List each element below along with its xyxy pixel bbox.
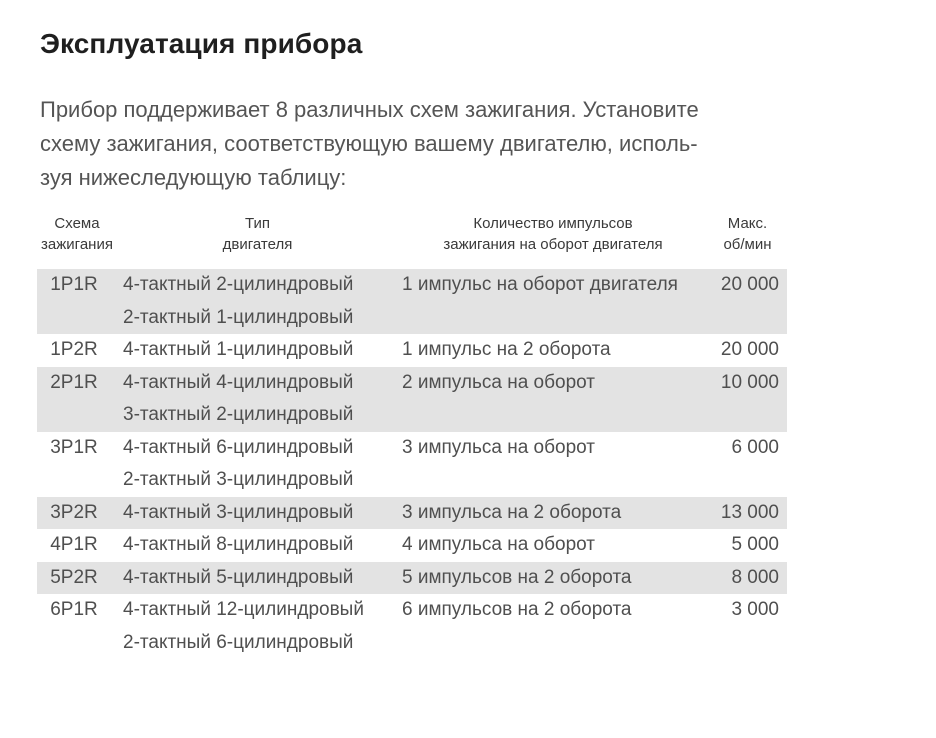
- cell-engine-type: [117, 562, 398, 595]
- engine-type-line: 2-тактный 1-цилиндровый: [123, 306, 354, 328]
- cell-max-rpm: 3 000: [731, 599, 779, 620]
- cell-engine-type: [117, 529, 398, 562]
- cell-scheme: 1P1R: [37, 269, 117, 334]
- engine-type-line: 4-тактный 2-цилиндровый: [123, 274, 354, 295]
- table-row: [37, 562, 787, 595]
- cell-pulses: 6 импульсов на 2 оборота: [402, 599, 632, 620]
- table-row: [37, 334, 787, 367]
- cell-scheme: 3P2R: [37, 497, 117, 530]
- cell-engine-type: [117, 497, 398, 530]
- engine-type-line: 4-тактный 3-цилиндровый: [123, 501, 354, 523]
- cell-pulses: 5 импульсов на 2 оборота: [398, 562, 708, 595]
- engine-type-line: 4-тактный 1-цилиндровый: [123, 339, 354, 360]
- engine-type-line: 2-тактный 6-цилиндровый: [123, 631, 354, 653]
- table-row: [37, 529, 787, 562]
- cell-pulses: 4 импульса на оборот: [402, 534, 595, 555]
- cell-max-rpm: 20 000: [720, 339, 779, 360]
- table-row: [37, 594, 787, 659]
- intro-line: схему зажигания, соответствующую вашему двигателю, исполь-: [40, 131, 698, 156]
- cell-max-rpm: 6 000: [731, 436, 779, 458]
- table-header-row: [37, 211, 787, 269]
- table-body: [37, 269, 787, 659]
- intro-paragraph: [40, 93, 800, 195]
- cell-max-rpm: 20 000: [708, 269, 787, 334]
- cell-max-rpm: 13 000: [708, 497, 787, 530]
- cell-engine-type: [117, 432, 398, 497]
- cell-engine-type: [117, 594, 398, 659]
- engine-type-line: 4-тактный 6-цилиндровый: [123, 436, 354, 458]
- cell-engine-type: [117, 367, 398, 432]
- cell-scheme: 4P1R: [50, 534, 98, 555]
- cell-pulses: 2 импульса на оборот: [398, 367, 708, 432]
- engine-type-line: 4-тактный 4-цилиндровый: [123, 371, 354, 393]
- cell-engine-type: [117, 334, 398, 367]
- engine-type-line: 3-тактный 2-цилиндровый: [123, 404, 354, 425]
- intro-line: Прибор поддерживает 8 различных схем зажигания. Установите: [40, 97, 699, 122]
- cell-scheme: 1P2R: [50, 339, 98, 360]
- engine-type-line: 4-тактный 12-цилиндровый: [123, 599, 364, 620]
- table-row: [37, 432, 787, 497]
- cell-pulses: 3 импульса на оборот: [402, 436, 595, 458]
- header-max-rpm: Макс. об/мин: [723, 215, 772, 253]
- table-header: [37, 211, 787, 269]
- cell-scheme: 6P1R: [50, 599, 98, 620]
- ignition-schemes-table: [37, 211, 787, 659]
- cell-max-rpm: 5 000: [731, 534, 779, 555]
- cell-scheme: 3P1R: [50, 436, 98, 458]
- cell-max-rpm: 8 000: [708, 562, 787, 595]
- header-pulses: Количество импульсов зажигания на оборот двигателя: [443, 215, 663, 253]
- intro-line: зуя нижеследующую таблицу:: [40, 165, 347, 190]
- table-row: [37, 497, 787, 530]
- cell-max-rpm: 10 000: [708, 367, 787, 432]
- cell-pulses: 3 импульса на 2 оборота: [398, 497, 708, 530]
- table-row: [37, 269, 787, 334]
- cell-pulses: 1 импульс на 2 оборота: [402, 339, 611, 360]
- cell-scheme: 5P2R: [37, 562, 117, 595]
- cell-pulses: 1 импульс на оборот двигателя: [398, 269, 708, 334]
- table-row: [37, 367, 787, 432]
- cell-scheme: 2P1R: [37, 367, 117, 432]
- header-scheme: Схема зажигания: [41, 215, 113, 253]
- engine-type-line: 4-тактный 8-цилиндровый: [123, 534, 354, 555]
- header-engine-type: Тип двигателя: [222, 215, 293, 253]
- page-title: Эксплуатация прибора: [40, 28, 363, 59]
- engine-type-line: 2-тактный 3-цилиндровый: [123, 469, 354, 490]
- cell-engine-type: [117, 269, 398, 334]
- engine-type-line: 4-тактный 5-цилиндровый: [123, 566, 354, 588]
